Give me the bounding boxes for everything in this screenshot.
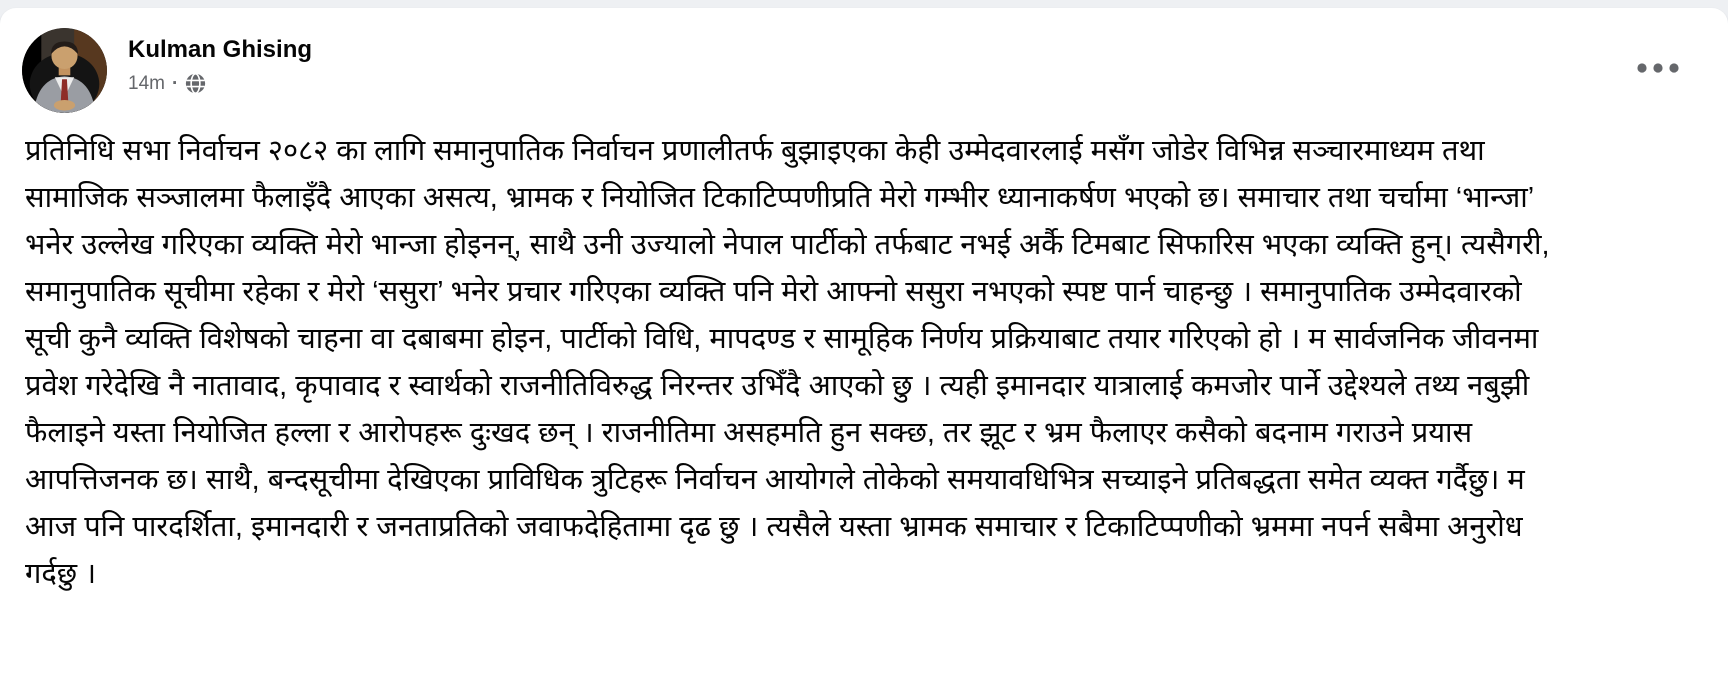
meta-separator: · bbox=[171, 72, 179, 94]
author-name[interactable]: Kulman Ghising bbox=[128, 36, 313, 63]
avatar[interactable] bbox=[22, 28, 107, 113]
timestamp[interactable]: 14m bbox=[128, 72, 165, 94]
ellipsis-icon bbox=[1636, 62, 1680, 74]
post-options-button[interactable] bbox=[1630, 46, 1686, 90]
facebook-post-card bbox=[0, 8, 1728, 690]
avatar-photo bbox=[22, 28, 107, 113]
post-meta bbox=[128, 73, 312, 95]
post-body-text: प्रतिनिधि सभा निर्वाचन २०८२ का लागि समानुपातिक निर्वाचन प्रणालीतर्फ बुझाइएका केही उम्मेदवारलाई मसँग जोडेर विभिन्न सञ्चारमाध्यम तथा सामाजिक सञ्जालमा फैलाइँदै आएका असत्य, भ्रामक र नियोजित टिकाटिप्पणीप्रति मेरो गम्भीर ध्यानाकर्षण भएको छ। समाचार तथा चर्चामा ‘भान्जा’ भनेर उल्लेख गरिएका व्यक्ति मेरो भान्जा होइनन्, साथै उनी उज्यालो नेपाल पार्टीको तर्फबाट नभई अर्कै टिमबाट सिफारिस भएका व्यक्ति हुन्। त्यसैगरी, समानुपातिक सूचीमा रहेका र मेरो ‘ससुरा’ भनेर प्रचार गरिएका व्यक्ति पनि मेरो आफ्नो ससुरा नभएको स्पष्ट पार्न चाहन्छु । समानुपातिक उम्मेदवारको सूची कुनै व्यक्ति विशेषको चाहना वा दबाबमा होइन, पार्टीको विधि, मापदण्ड र सामूहिक निर्णय प्रक्रियाबाट तयार गरिएको हो । म सार्वजनिक जीवनमा प्रवेश गरेदेखि नै नातावाद, कृपावाद र स्वार्थको राजनीतिविरुद्ध निरन्तर उभिँदै आएको छु । त्यही इमानदार यात्रालाई कमजोर पार्ने उद्देश्यले तथ्य नबुझी फैलाइने यस्ता नियोजित हल्ला र आरोपहरू दुःखद छन् । राजनीतिमा असहमति हुन सक्छ, तर झूट र भ्रम फैलाएर कसैको बदनाम गराउने प्रयास आपत्तिजनक छ। साथै, बन्दसूचीमा देखिएका प्राविधिक त्रुटिहरू निर्वाचन आयोगले तोकेको समयावधिभित्र सच्याइने प्रतिबद्धता समेत व्यक्त गर्दैछु। म आज पनि पारदर्शिता, इमानदारी र जनताप्रतिको जवाफदेहितामा दृढ छु । त्यसैले यस्ता भ्रामक समाचार र टिकाटिप्पणीको भ्रममा नपर्न सबैमा अनुरोध गर्दछु । bbox=[25, 135, 1550, 590]
author-block bbox=[128, 28, 312, 95]
globe-icon bbox=[185, 73, 206, 94]
post-header bbox=[0, 8, 1728, 113]
